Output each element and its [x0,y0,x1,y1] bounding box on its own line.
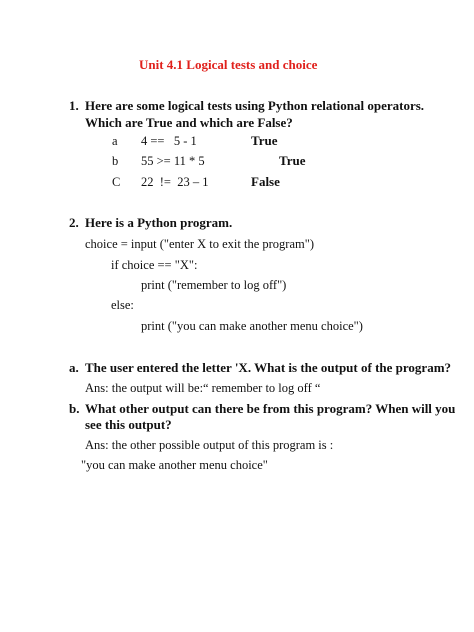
q1-text-line2: Which are True and which are False? [85,115,293,130]
qb-question-line2: see this output? [85,417,172,432]
qb-label: b. [69,401,80,416]
code-line-2: if choice == "X": [111,258,198,272]
q1-text-line1: Here are some logical tests using Python relational operators. [85,98,425,113]
code-line-3: print ("remember to log off") [141,278,287,292]
q1-row-b-label: b [112,154,119,168]
qb-question-line1: What other output can there be from this program? When will you [85,401,456,416]
q1-row-c-label: C [112,175,121,189]
qb-answer-line2: "you can make another menu choice" [81,458,268,472]
q2-number: 2. [69,215,79,230]
q1-number: 1. [69,98,79,113]
qa-label: a. [69,360,79,375]
q1-row-c-answer: False [251,174,280,189]
q1-row-a-expr: 4 == 5 - 1 [141,134,197,148]
qa-answer-prefix: Ans: the output will be: [85,381,204,395]
page-title: Unit 4.1 Logical tests and choice [139,57,318,72]
qa-question: The user entered the letter 'X. What is the output of the program? [85,360,452,375]
qb-answer-line1: Ans: the other possible output of this program is : [85,438,334,452]
q1-row-c-expr: 22 != 23 – 1 [141,175,209,189]
q2-heading: Here is a Python program. [85,215,233,230]
q1-row-a-label: a [112,134,118,148]
q1-row-b-expr: 55 >= 11 * 5 [141,154,205,168]
code-line-5: print ("you can make another menu choice") [141,319,363,333]
q1-row-b-answer: True [279,153,306,168]
qa-answer-value: “ remember to log off “ [203,381,321,395]
code-line-4: else: [111,298,134,312]
code-line-1: choice = input ("enter X to exit the program") [85,237,314,251]
q1-row-a-answer: True [251,133,278,148]
